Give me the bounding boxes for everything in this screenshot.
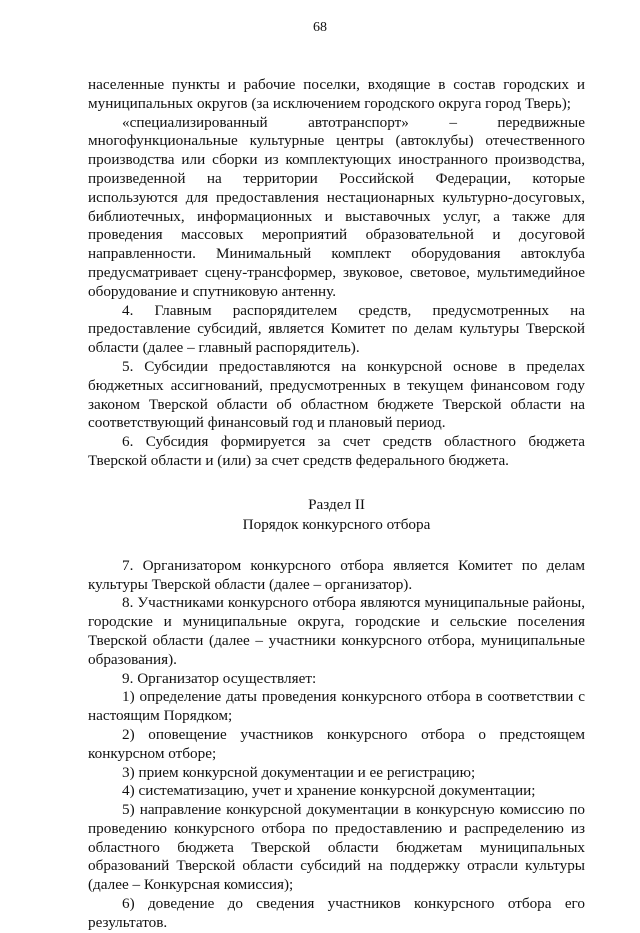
paragraph: 4. Главным распорядителем средств, предусмотренных на предоставление субсидий, является Комитет по делам культуры Тверской области (далее – главный распорядитель). <box>88 301 585 357</box>
page-number: 68 <box>313 20 327 35</box>
paragraph: 7. Организатором конкурсного отбора является Комитет по делам культуры Тверской области (далее – организатор). <box>88 556 585 593</box>
section-subtitle: Порядок конкурсного отбора <box>242 515 431 533</box>
section-title: Раздел II <box>308 495 365 513</box>
paragraph: 5) направление конкурсной документации в конкурсную комиссию по проведению конкурсного отбора по предоставлению и распределению из областного бюджета Тверской области бюджетам муниципальных образований Тверской области субсидий на поддержку отрасли культуры (далее – Конкурсная комиссия); <box>88 801 585 894</box>
paragraph: «специализированный автотранспорт» – передвижные многофункциональные культурные центры (автоклубы) отечественного производства или сборки из комплектующих иностранного производства, произведенной на территории Российской Федерации, которые используются для предоставления нестационарных культурно-досуговых, библиотечных, информационных и выставочных услуг, а также для проведения массовых мероприятий образовательной и досуговой направленности. Минимальный комплект оборудования автоклуба предусматривает сцену-трансформер, звуковое, световое, мультимедийное оборудование и спутниковую антенну. <box>88 113 585 300</box>
paragraph: 6) доведение до сведения участников конкурсного отбора его результатов. <box>88 895 585 931</box>
paragraph: 4) систематизацию, учет и хранение конкурсной документации; <box>122 782 536 800</box>
paragraph: 2) оповещение участников конкурсного отбора о предстоящем конкурсном отборе; <box>88 725 585 762</box>
paragraph: 6. Субсидия формируется за счет средств областного бюджета Тверской области и (или) за счет средств федерального бюджета. <box>88 433 585 469</box>
paragraph: 5. Субсидии предоставляются на конкурсной основе в пределах бюджетных ассигнований, предусмотренных в текущем финансовом году законом Тверской области об областном бюджете Тверской области на соответствующий финансовый год и плановый период. <box>88 357 585 432</box>
paragraph: 8. Участниками конкурсного отбора являются муниципальные районы, городские и муниципальные округа, городские и сельские поселения Тверской области (далее – участники конкурсного отбора, муниципальные образования). <box>88 594 585 668</box>
paragraph: населенные пункты и рабочие поселки, входящие в состав городских и муниципальных округов (за исключением городского округа город Тверь); <box>88 76 585 112</box>
document-body <box>88 76 585 933</box>
paragraph: 9. Организатор осуществляет: <box>122 669 317 687</box>
paragraph: 1) определение даты проведения конкурсного отбора в соответствии с настоящим Порядком; <box>88 688 585 725</box>
paragraph: 3) прием конкурсной документации и ее регистрацию; <box>122 763 476 781</box>
